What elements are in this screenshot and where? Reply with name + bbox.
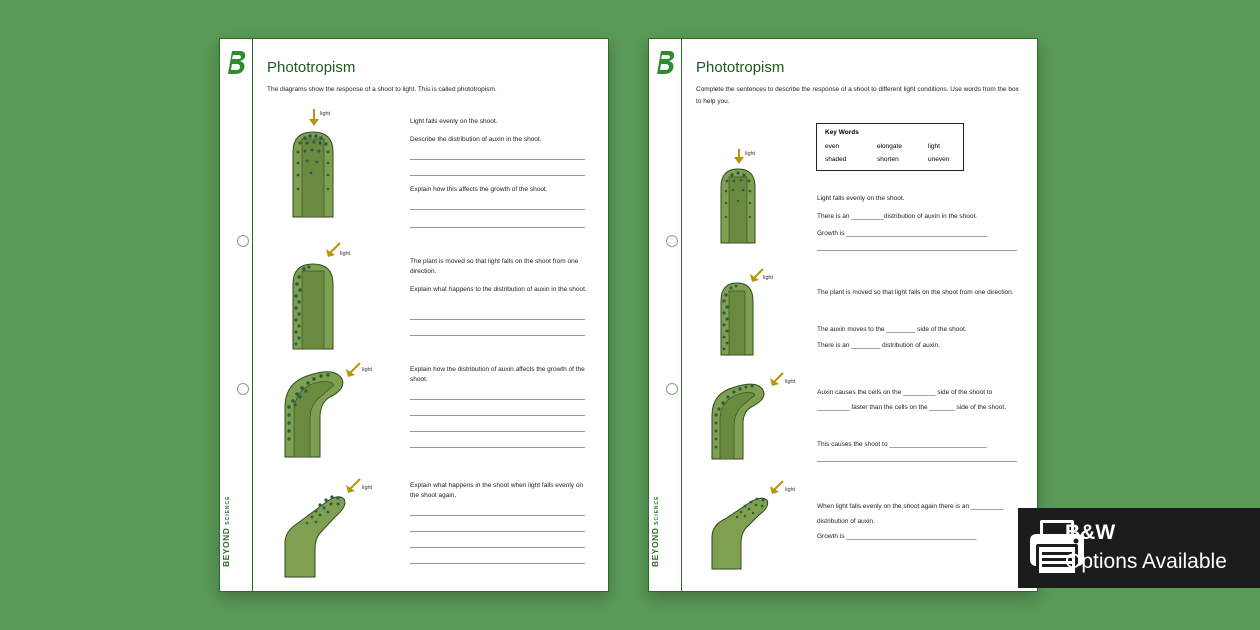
- question-1-prompt: Light falls evenly on the shoot.: [410, 118, 498, 125]
- sidebar: [220, 39, 253, 591]
- shoot-diagram-1: [719, 147, 779, 245]
- answer-line[interactable]: [410, 209, 585, 210]
- brand-label: BEYOND SCIENCE: [650, 495, 660, 567]
- light-arrow-icon: [350, 479, 360, 489]
- sentence-2-blank[interactable]: The auxin moves to the ________ side of the shoot.: [817, 326, 967, 333]
- page-title: Phototropism: [696, 59, 785, 76]
- sentence-3-blank[interactable]: Auxin causes the cells on the _________ side of the shoot to _________ faster than the cells on the _______ side of the shoot.: [817, 389, 1007, 411]
- shoot-diagram-2: [719, 265, 789, 357]
- answer-line[interactable]: [410, 175, 585, 176]
- light-label: light: [785, 487, 796, 493]
- sentence-1-growth[interactable]: Growth is _______________________________________: [817, 230, 988, 237]
- answer-line[interactable]: [817, 250, 1017, 251]
- keyword: even: [825, 143, 840, 150]
- light-label: light: [745, 151, 756, 157]
- intro-text: Complete the sentences to describe the response of a shoot to different light conditions. Use words from the box to help you.: [696, 86, 1019, 105]
- light-label: light: [763, 275, 774, 281]
- question-4-prompt: Explain what happens in the shoot when light falls evenly on the shoot again.: [410, 482, 584, 499]
- shoot-diagram-4: [280, 473, 380, 579]
- sentence-3-result[interactable]: This causes the shoot to ___________________________: [817, 441, 987, 448]
- keyword: light: [928, 143, 940, 150]
- question-1-explain: Explain how this affects the growth of the shoot.: [410, 186, 548, 193]
- sentence-2-prompt: The plant is moved so that light falls on the shoot from one direction.: [817, 289, 1014, 296]
- worksheet-1: [219, 38, 609, 592]
- punch-hole-icon: [666, 235, 678, 247]
- keyword: uneven: [928, 156, 950, 163]
- question-1-task: Describe the distribution of auxin in the shoot.: [410, 136, 542, 143]
- answer-line[interactable]: [410, 431, 585, 432]
- question-2-task: Explain what happens to the distribution of auxin in the shoot.: [410, 286, 587, 293]
- light-arrow-icon: [774, 481, 783, 490]
- bw-options-badge[interactable]: [1018, 508, 1260, 588]
- sentence-2-distribution[interactable]: There is an ________ distribution of auxin.: [817, 342, 940, 349]
- light-label: light: [362, 367, 373, 373]
- sentence-1-blank[interactable]: There is an _________distribution of auxin in the shoot.: [817, 213, 978, 220]
- light-label: light: [362, 485, 373, 491]
- light-label: light: [340, 251, 351, 257]
- key-words-heading: Key Words: [825, 129, 859, 136]
- worksheet-2: [648, 38, 1038, 592]
- answer-line[interactable]: [410, 563, 585, 564]
- keyword: shaded: [825, 156, 847, 163]
- shoot-diagram-4: [707, 477, 807, 571]
- light-arrow-icon: [350, 363, 360, 373]
- punch-hole-icon: [237, 383, 249, 395]
- badge-subtitle: Options Available: [1065, 550, 1227, 573]
- beyond-logo-icon: [227, 49, 247, 75]
- answer-line[interactable]: [410, 159, 585, 160]
- light-label: light: [320, 111, 331, 117]
- sentence-4-blank[interactable]: When light falls evenly on the shoot again there is an _________ distribution of auxin.: [817, 503, 1004, 525]
- shoot-diagram-2: [290, 239, 360, 351]
- answer-line[interactable]: [410, 399, 585, 400]
- answer-line[interactable]: [410, 415, 585, 416]
- question-2-prompt: The plant is moved so that light falls on the shoot from one direction.: [410, 258, 579, 275]
- question-3-prompt: Explain how the distribution of auxin affects the growth of the shoot.: [410, 366, 585, 383]
- punch-hole-icon: [666, 383, 678, 395]
- shoot-diagram-3: [280, 357, 380, 461]
- brand-label: BEYOND SCIENCE: [221, 495, 231, 567]
- light-arrow-icon: [330, 243, 340, 253]
- beyond-logo-icon: [656, 49, 676, 75]
- answer-line[interactable]: [410, 447, 585, 448]
- key-words-box: [816, 123, 964, 171]
- shoot-diagram-1: [290, 107, 350, 219]
- shoot-diagram-3: [707, 369, 807, 461]
- answer-line[interactable]: [410, 531, 585, 532]
- sentence-1-prompt: Light falls evenly on the shoot.: [817, 195, 905, 202]
- keyword: elongate: [877, 143, 902, 150]
- badge-title: B&W: [1065, 521, 1116, 544]
- sidebar: [649, 39, 682, 591]
- answer-line[interactable]: [817, 461, 1017, 462]
- light-arrow-icon: [774, 373, 783, 382]
- answer-line[interactable]: [410, 227, 585, 228]
- answer-line[interactable]: [410, 515, 585, 516]
- answer-line[interactable]: [410, 335, 585, 336]
- light-label: light: [785, 379, 796, 385]
- intro-text: The diagrams show the response of a shoot to light. This is called phototropism.: [267, 86, 497, 93]
- answer-line[interactable]: [410, 547, 585, 548]
- punch-hole-icon: [237, 235, 249, 247]
- answer-line[interactable]: [410, 319, 585, 320]
- page-title: Phototropism: [267, 59, 356, 76]
- light-arrow-icon: [754, 269, 763, 278]
- sentence-4-growth[interactable]: Growth is ____________________________________: [817, 533, 977, 540]
- keyword: shorten: [877, 156, 899, 163]
